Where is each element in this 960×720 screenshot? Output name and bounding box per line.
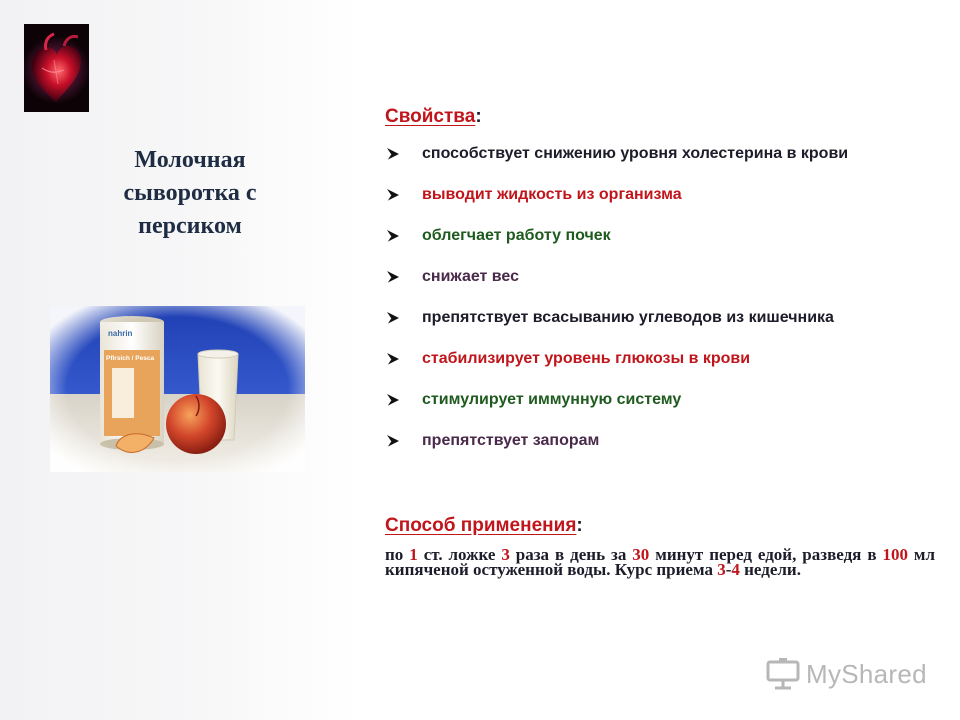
usage-number: 3 <box>501 545 510 564</box>
usage-number: 30 <box>632 545 650 564</box>
usage-text-part: минут перед едой, разведя в <box>649 545 883 564</box>
usage-text-part: - <box>725 560 732 579</box>
property-item <box>386 145 848 186</box>
property-text: снижает вес <box>422 268 520 285</box>
usage-number: 3 <box>717 560 726 579</box>
arrow-bullet-icon <box>386 145 422 161</box>
arrow-bullet-icon <box>386 350 422 366</box>
property-text: выводит жидкость из организма <box>422 186 682 203</box>
arrow-bullet-icon <box>386 391 422 407</box>
arrow-bullet-icon <box>386 309 422 325</box>
usage-instructions <box>385 547 935 577</box>
property-text: облегчает работу почек <box>422 227 611 244</box>
arrow-bullet-icon <box>386 432 422 448</box>
property-item <box>386 391 848 432</box>
property-item <box>386 350 848 391</box>
property-text: препятствует всасыванию углеводов из кишечника <box>422 309 834 326</box>
heart-thumbnail-image <box>24 24 89 112</box>
property-item <box>386 432 848 473</box>
property-text: стабилизирует уровень глюкозы в крови <box>422 350 751 367</box>
usage-number: 4 <box>731 560 740 579</box>
usage-text-part: недели. <box>739 560 801 579</box>
product-title-line: персиком <box>138 213 242 239</box>
product-title-line: сыворотка с <box>123 180 257 206</box>
usage-text-part: раза в день за <box>509 545 633 564</box>
arrow-bullet-icon <box>386 186 422 202</box>
product-photo-graphic <box>50 306 305 472</box>
product-title <box>92 144 288 243</box>
usage-number: 1 <box>409 545 418 564</box>
properties-heading-colon: : <box>475 106 482 127</box>
property-item <box>386 186 848 227</box>
property-item <box>386 227 848 268</box>
watermark <box>766 656 927 692</box>
usage-text-part: ст. ложке <box>417 545 502 564</box>
property-text: стимулирует иммунную систему <box>422 391 682 408</box>
property-text: способствует снижению уровня холестерина в крови <box>422 145 849 162</box>
usage-heading-word: Способ применения <box>385 515 577 536</box>
usage-heading-colon: : <box>576 515 583 536</box>
presentation-board-icon <box>766 658 800 690</box>
properties-heading <box>385 106 482 128</box>
usage-text-part: мл кипяченой остуженной воды. Курс приема <box>385 545 936 579</box>
product-title-line: Молочная <box>134 147 246 173</box>
usage-text-part: по <box>385 545 410 564</box>
properties-list <box>386 145 848 473</box>
usage-number: 100 <box>882 545 908 564</box>
property-item <box>386 268 848 309</box>
property-item <box>386 309 848 350</box>
arrow-bullet-icon <box>386 268 422 284</box>
properties-heading-word: Свойства <box>385 106 476 127</box>
arrow-bullet-icon <box>386 227 422 243</box>
usage-heading <box>385 515 583 537</box>
watermark-text: MyShared <box>806 658 927 689</box>
property-text: препятствует запорам <box>422 432 600 449</box>
heart-icon <box>24 24 89 112</box>
product-photo <box>50 306 305 472</box>
